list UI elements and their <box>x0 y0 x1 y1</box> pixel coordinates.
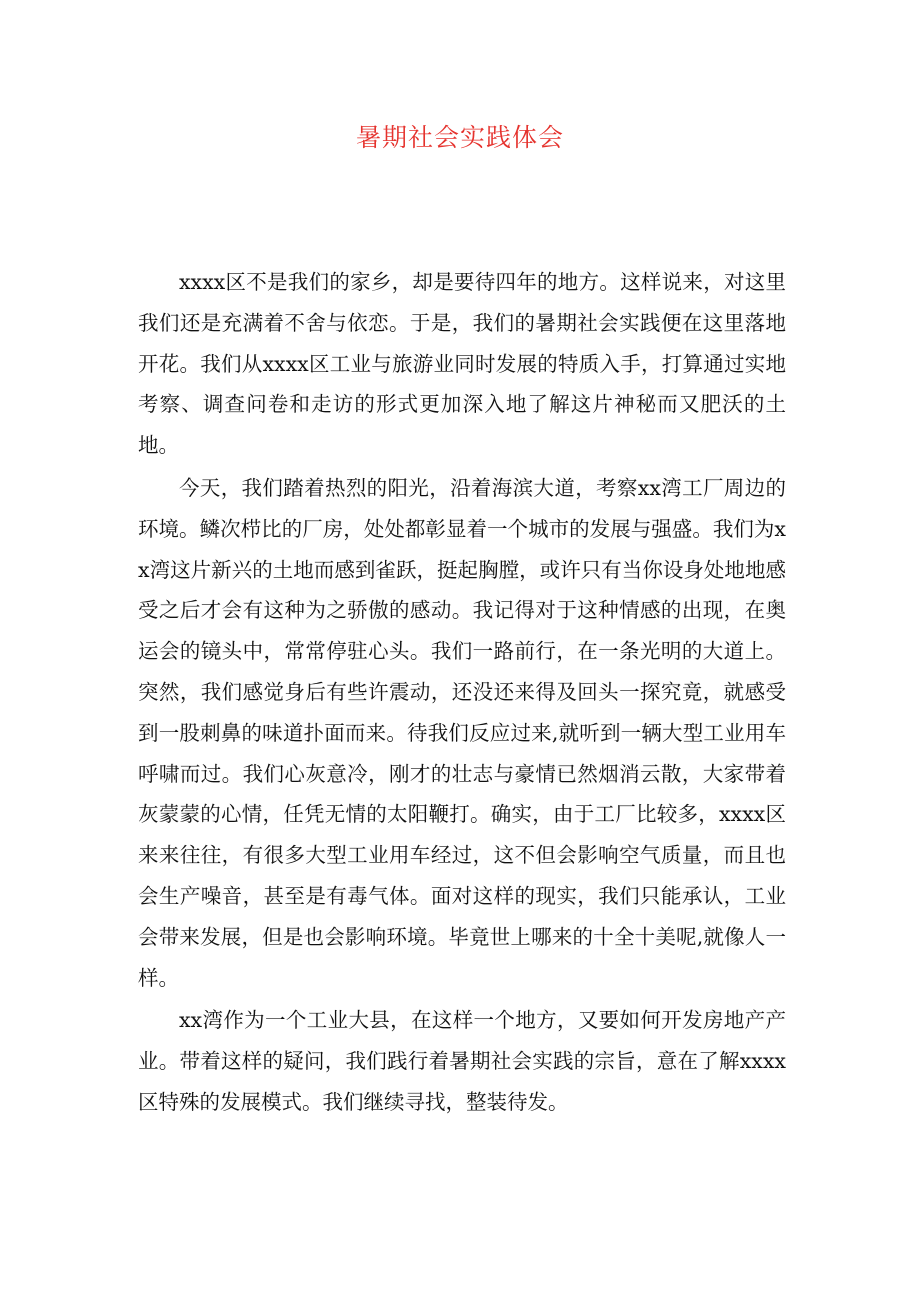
document-body <box>138 262 786 1125</box>
paragraph-1: xxxx区不是我们的家乡，却是要待四年的地方。这样说来，对这里我们还是充满着不舍与依恋。于是，我们的暑期社会实践便在这里落地开花。我们从xxxx区工业与旅游业同时发展的特质入手，打算通过实地考察、调查问卷和走访的形式更加深入地了解这片神秘而又肥沃的土地。 <box>138 270 786 458</box>
paragraph-3: xx湾作为一个工业大县，在这样一个地方，又要如何开发房地产产业。带着这样的疑问，我们践行着暑期社会实践的宗旨，意在了解xxxx区特殊的发展模式。我们继续寻找，整装待发。 <box>138 1008 786 1114</box>
paragraph-2: 今天，我们踏着热烈的阳光，沿着海滨大道，考察xx湾工厂周边的环境。鳞次栉比的厂房，处处都彰显着一个城市的发展与强盛。我们为xx湾这片新兴的土地而感到雀跃，挺起胸膛，或许只有当你设身处地地感受之后才会有这种为之骄傲的感动。我记得对于这种情感的出现，在奥运会的镜头中，常常停驻心头。我们一路前行，在一条光明的大道上。突然，我们感觉身后有些许震动，还没还来得及回头一探究竟，就感受到一股刺鼻的味道扑面而来。待我们反应过来,就听到一辆大型工业用车呼啸而过。我们心灰意冷，刚才的壮志与豪情已然烟消云散，大家带着灰蒙蒙的心情，任凭无情的太阳鞭打。确实，由于工厂比较多，xxxx区来来往往，有很多大型工业用车经过，这不但会影响空气质量，而且也会生产噪音，甚至是有毒气体。面对这样的现实，我们只能承认，工业会带来发展，但是也会影响环境。毕竟世上哪来的十全十美呢,就像人一样。 <box>138 475 786 990</box>
document-title: 暑期社会实践体会 <box>355 123 564 152</box>
